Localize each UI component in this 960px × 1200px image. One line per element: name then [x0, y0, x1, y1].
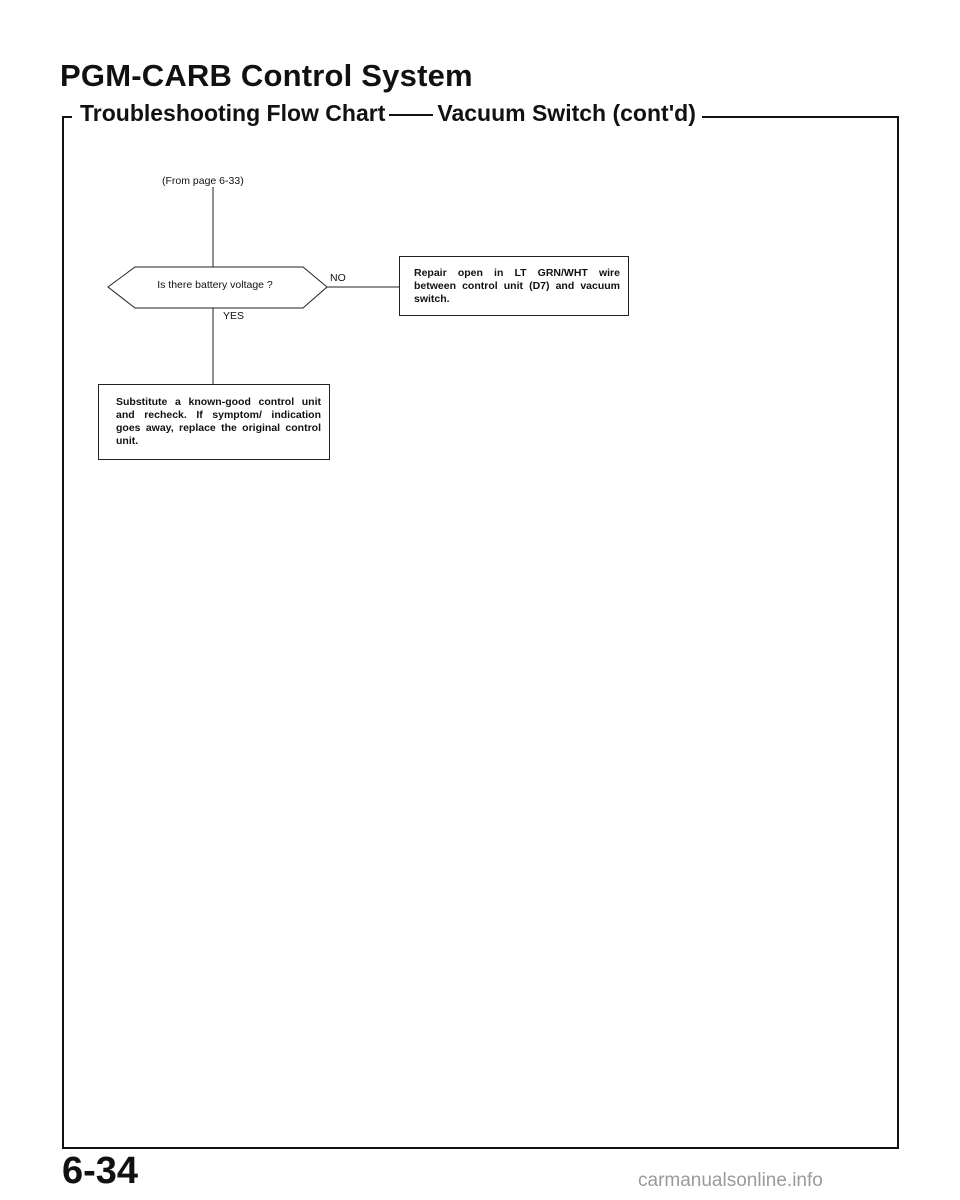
- substitute-action-box: [98, 384, 330, 460]
- substitute-action-text: Substitute a known-good control unit and recheck. If symptom/ indication goes away, replace the original control unit.: [116, 396, 321, 447]
- repair-action-box: [399, 256, 629, 316]
- section-subtitle: Vacuum Switch (cont'd): [437, 100, 696, 126]
- decision-text: Is there battery voltage ?: [157, 279, 273, 291]
- page-number: 6-34: [62, 1150, 139, 1192]
- from-page-ref: (From page 6-33): [162, 175, 244, 187]
- page-title: PGM-CARB Control System: [60, 58, 473, 93]
- section-title: Troubleshooting Flow Chart: [80, 100, 386, 126]
- no-label: NO: [330, 272, 346, 284]
- repair-action-text: Repair open in LT GRN/WHT wire between control unit (D7) and vacuum switch.: [414, 267, 620, 305]
- yes-label: YES: [223, 310, 245, 322]
- watermark-text: carmanualsonline.info: [638, 1170, 823, 1191]
